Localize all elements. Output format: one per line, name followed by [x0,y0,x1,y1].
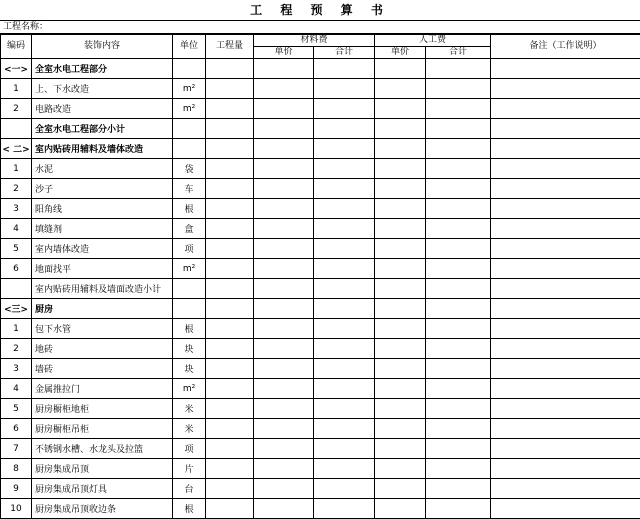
header-code: 编码 [1,35,32,59]
cell-code: 9 [1,479,32,499]
cell-material-unit-price[interactable] [254,119,314,139]
table-row [1,99,640,119]
table-row [1,459,640,479]
cell-remarks[interactable] [491,319,640,339]
cell-code: 8 [1,459,32,479]
cell-material-unit-price[interactable] [254,79,314,99]
cell-labor-unit-price[interactable] [375,79,426,99]
cell-remarks[interactable] [491,479,640,499]
cell-code: 6 [1,259,32,279]
cell-labor-unit-price[interactable] [375,419,426,439]
cell-labor-unit-price[interactable] [375,439,426,459]
cell-labor-total[interactable] [426,299,491,319]
cell-labor-total[interactable] [426,479,491,499]
cell-remarks[interactable] [491,299,640,319]
cell-quantity[interactable] [206,99,254,119]
cell-material-total[interactable] [314,259,375,279]
cell-material-total[interactable] [314,479,375,499]
cell-material-total[interactable] [314,279,375,299]
cell-material-unit-price[interactable] [254,139,314,159]
cell-labor-unit-price[interactable] [375,319,426,339]
cell-remarks[interactable] [491,419,640,439]
cell-content: 包下水管 [32,319,173,339]
cell-labor-total[interactable] [426,499,491,519]
cell-material-unit-price[interactable] [254,439,314,459]
cell-remarks[interactable] [491,239,640,259]
cell-labor-total[interactable] [426,459,491,479]
cell-remarks[interactable] [491,339,640,359]
cell-labor-unit-price[interactable] [375,299,426,319]
cell-code: 4 [1,219,32,239]
cell-quantity[interactable] [206,379,254,399]
cell-code: 1 [1,79,32,99]
cell-content: 不锈钢水槽、水龙头及拉篮 [32,439,173,459]
cell-labor-unit-price[interactable] [375,399,426,419]
cell-quantity[interactable] [206,439,254,459]
cell-content: 全室水电工程部分 [32,59,173,79]
cell-content: 水泥 [32,159,173,179]
cell-material-total[interactable] [314,379,375,399]
cell-labor-unit-price[interactable] [375,279,426,299]
cell-quantity[interactable] [206,159,254,179]
cell-code: 10 [1,499,32,519]
cell-code: 2 [1,179,32,199]
table-row [1,259,640,279]
cell-unit [173,139,206,159]
cell-code: 3 [1,199,32,219]
cell-quantity[interactable] [206,219,254,239]
cell-labor-total[interactable] [426,79,491,99]
cell-material-unit-price[interactable] [254,319,314,339]
cell-material-unit-price[interactable] [254,179,314,199]
cell-unit: 米 [173,419,206,439]
cell-labor-unit-price[interactable] [375,99,426,119]
cell-content: 厨房橱柜地柜 [32,399,173,419]
cell-quantity[interactable] [206,199,254,219]
cell-quantity[interactable] [206,459,254,479]
cell-labor-unit-price[interactable] [375,259,426,279]
cell-labor-total[interactable] [426,279,491,299]
table-row [1,239,640,259]
cell-material-unit-price[interactable] [254,399,314,419]
cell-material-total[interactable] [314,99,375,119]
cell-quantity[interactable] [206,359,254,379]
cell-content: 厨房集成吊顶收边条 [32,499,173,519]
subtotal-row [1,279,640,299]
cell-unit [173,299,206,319]
cell-labor-total[interactable] [426,259,491,279]
cell-code: 1 [1,319,32,339]
header-labor-unit-price: 单价 [375,47,426,59]
cell-labor-total[interactable] [426,159,491,179]
table-row [1,419,640,439]
cell-content: 金属推拉门 [32,379,173,399]
cell-material-unit-price[interactable] [254,279,314,299]
table-row [1,479,640,499]
table-row [1,439,640,459]
cell-quantity[interactable] [206,79,254,99]
cell-material-unit-price[interactable] [254,159,314,179]
cell-quantity[interactable] [206,259,254,279]
cell-quantity[interactable] [206,499,254,519]
table-row [1,499,640,519]
cell-labor-total[interactable] [426,399,491,419]
section-row [1,139,640,159]
header-material: 材料费 [254,35,375,47]
cell-unit [173,279,206,299]
cell-labor-total[interactable] [426,359,491,379]
cell-material-unit-price[interactable] [254,499,314,519]
cell-remarks[interactable] [491,99,640,119]
cell-content: 全室水电工程部分小计 [32,119,173,139]
cell-quantity[interactable] [206,339,254,359]
cell-material-total[interactable] [314,499,375,519]
cell-material-total[interactable] [314,439,375,459]
cell-material-total[interactable] [314,319,375,339]
cell-labor-unit-price[interactable] [375,499,426,519]
cell-unit: m² [173,259,206,279]
header-unit: 单位 [173,35,206,59]
cell-unit: 项 [173,239,206,259]
cell-material-total[interactable] [314,219,375,239]
cell-material-unit-price[interactable] [254,359,314,379]
cell-labor-total[interactable] [426,59,491,79]
cell-content: 厨房集成吊顶 [32,459,173,479]
cell-content: 室内贴砖用辅料及墙面改造小计 [32,279,173,299]
cell-unit: 项 [173,439,206,459]
header-quantity: 工程量 [206,35,254,59]
cell-labor-unit-price[interactable] [375,459,426,479]
cell-remarks[interactable] [491,379,640,399]
cell-content: 墙砖 [32,359,173,379]
cell-remarks[interactable] [491,359,640,379]
cell-labor-unit-price[interactable] [375,59,426,79]
cell-labor-total[interactable] [426,179,491,199]
cell-remarks[interactable] [491,119,640,139]
cell-material-total[interactable] [314,339,375,359]
cell-labor-total[interactable] [426,239,491,259]
cell-remarks[interactable] [491,139,640,159]
cell-code: 1 [1,159,32,179]
cell-code: <三> [1,299,32,319]
cell-material-unit-price[interactable] [254,239,314,259]
cell-labor-unit-price[interactable] [375,219,426,239]
cell-unit [173,59,206,79]
cell-material-unit-price[interactable] [254,99,314,119]
cell-content: 沙子 [32,179,173,199]
table-row [1,179,640,199]
cell-content: 地面找平 [32,259,173,279]
cell-remarks[interactable] [491,259,640,279]
header-labor: 人工费 [375,35,491,47]
document-title: 工 程 预 算 书 [0,0,640,21]
cell-unit: 根 [173,499,206,519]
cell-material-total[interactable] [314,199,375,219]
cell-remarks[interactable] [491,199,640,219]
cell-remarks[interactable] [491,79,640,99]
cell-code: 3 [1,359,32,379]
cell-remarks[interactable] [491,459,640,479]
cell-quantity[interactable] [206,59,254,79]
cell-quantity[interactable] [206,299,254,319]
table-row [1,219,640,239]
header-material-unit-price: 单价 [254,47,314,59]
cell-remarks[interactable] [491,279,640,299]
cell-code: 7 [1,439,32,459]
cell-code: <一> [1,59,32,79]
cell-labor-total[interactable] [426,379,491,399]
cell-labor-total[interactable] [426,439,491,459]
cell-labor-unit-price[interactable] [375,119,426,139]
cell-material-total[interactable] [314,299,375,319]
cell-material-unit-price[interactable] [254,299,314,319]
cell-remarks[interactable] [491,399,640,419]
cell-quantity[interactable] [206,399,254,419]
cell-material-total[interactable] [314,159,375,179]
cell-content: 室内贴砖用辅料及墙体改造 [32,139,173,159]
table-row [1,159,640,179]
cell-quantity[interactable] [206,479,254,499]
cell-unit: 片 [173,459,206,479]
cell-labor-unit-price[interactable] [375,199,426,219]
cell-quantity[interactable] [206,139,254,159]
cell-material-total[interactable] [314,59,375,79]
section-row [1,59,640,79]
header-material-total: 合计 [314,47,375,59]
budget-table [0,34,640,519]
cell-material-total[interactable] [314,239,375,259]
cell-remarks[interactable] [491,159,640,179]
cell-content: 室内墙体改造 [32,239,173,259]
cell-material-unit-price[interactable] [254,199,314,219]
table-row [1,199,640,219]
table-row [1,359,640,379]
cell-labor-total[interactable] [426,219,491,239]
header-labor-total: 合计 [426,47,491,59]
cell-remarks[interactable] [491,439,640,459]
cell-unit: 盒 [173,219,206,239]
cell-content: 厨房 [32,299,173,319]
cell-labor-total[interactable] [426,99,491,119]
header-content: 装饰内容 [32,35,173,59]
cell-quantity[interactable] [206,319,254,339]
header-row-1 [1,35,640,47]
cell-quantity[interactable] [206,179,254,199]
cell-unit: 车 [173,179,206,199]
cell-labor-total[interactable] [426,119,491,139]
cell-code [1,279,32,299]
cell-code: 2 [1,339,32,359]
cell-code: 5 [1,399,32,419]
cell-code: < 二> [1,139,32,159]
cell-code: 4 [1,379,32,399]
cell-labor-unit-price[interactable] [375,379,426,399]
cell-remarks[interactable] [491,499,640,519]
cell-code [1,119,32,139]
cell-quantity[interactable] [206,119,254,139]
subtotal-row [1,119,640,139]
cell-material-unit-price[interactable] [254,59,314,79]
cell-content: 填缝剂 [32,219,173,239]
cell-unit: 米 [173,399,206,419]
cell-material-unit-price[interactable] [254,479,314,499]
table-row [1,339,640,359]
cell-labor-total[interactable] [426,319,491,339]
cell-unit: 根 [173,199,206,219]
cell-labor-total[interactable] [426,199,491,219]
cell-unit: 袋 [173,159,206,179]
cell-labor-total[interactable] [426,139,491,159]
cell-content: 厨房集成吊顶灯具 [32,479,173,499]
cell-material-total[interactable] [314,359,375,379]
cell-unit: m² [173,79,206,99]
cell-labor-unit-price[interactable] [375,239,426,259]
cell-material-total[interactable] [314,179,375,199]
section-row [1,299,640,319]
cell-code: 2 [1,99,32,119]
header-remarks: 备注（工作说明） [491,35,640,59]
cell-quantity[interactable] [206,419,254,439]
cell-material-unit-price[interactable] [254,419,314,439]
cell-code: 6 [1,419,32,439]
cell-labor-unit-price[interactable] [375,139,426,159]
project-name-label: 工程名称： [0,21,640,34]
cell-content: 电路改造 [32,99,173,119]
cell-material-unit-price[interactable] [254,219,314,239]
cell-material-total[interactable] [314,139,375,159]
cell-quantity[interactable] [206,239,254,259]
cell-quantity[interactable] [206,279,254,299]
cell-unit: m² [173,379,206,399]
cell-labor-unit-price[interactable] [375,479,426,499]
table-row [1,379,640,399]
table-row [1,399,640,419]
cell-material-unit-price[interactable] [254,379,314,399]
cell-material-unit-price[interactable] [254,339,314,359]
cell-remarks[interactable] [491,59,640,79]
cell-labor-unit-price[interactable] [375,359,426,379]
cell-material-total[interactable] [314,399,375,419]
cell-labor-total[interactable] [426,339,491,359]
cell-unit: 块 [173,339,206,359]
cell-remarks[interactable] [491,219,640,239]
cell-content: 厨房橱柜吊柜 [32,419,173,439]
cell-labor-unit-price[interactable] [375,179,426,199]
cell-unit: 台 [173,479,206,499]
cell-code: 5 [1,239,32,259]
cell-content: 阳角线 [32,199,173,219]
cell-content: 上、下水改造 [32,79,173,99]
table-row [1,79,640,99]
cell-labor-unit-price[interactable] [375,159,426,179]
cell-remarks[interactable] [491,179,640,199]
cell-labor-total[interactable] [426,419,491,439]
cell-unit: m² [173,99,206,119]
cell-unit: 根 [173,319,206,339]
table-row [1,319,640,339]
cell-labor-unit-price[interactable] [375,339,426,359]
cell-content: 地砖 [32,339,173,359]
cell-material-unit-price[interactable] [254,459,314,479]
cell-unit [173,119,206,139]
cell-material-total[interactable] [314,119,375,139]
cell-material-total[interactable] [314,419,375,439]
cell-unit: 块 [173,359,206,379]
cell-material-total[interactable] [314,459,375,479]
cell-material-total[interactable] [314,79,375,99]
cell-material-unit-price[interactable] [254,259,314,279]
